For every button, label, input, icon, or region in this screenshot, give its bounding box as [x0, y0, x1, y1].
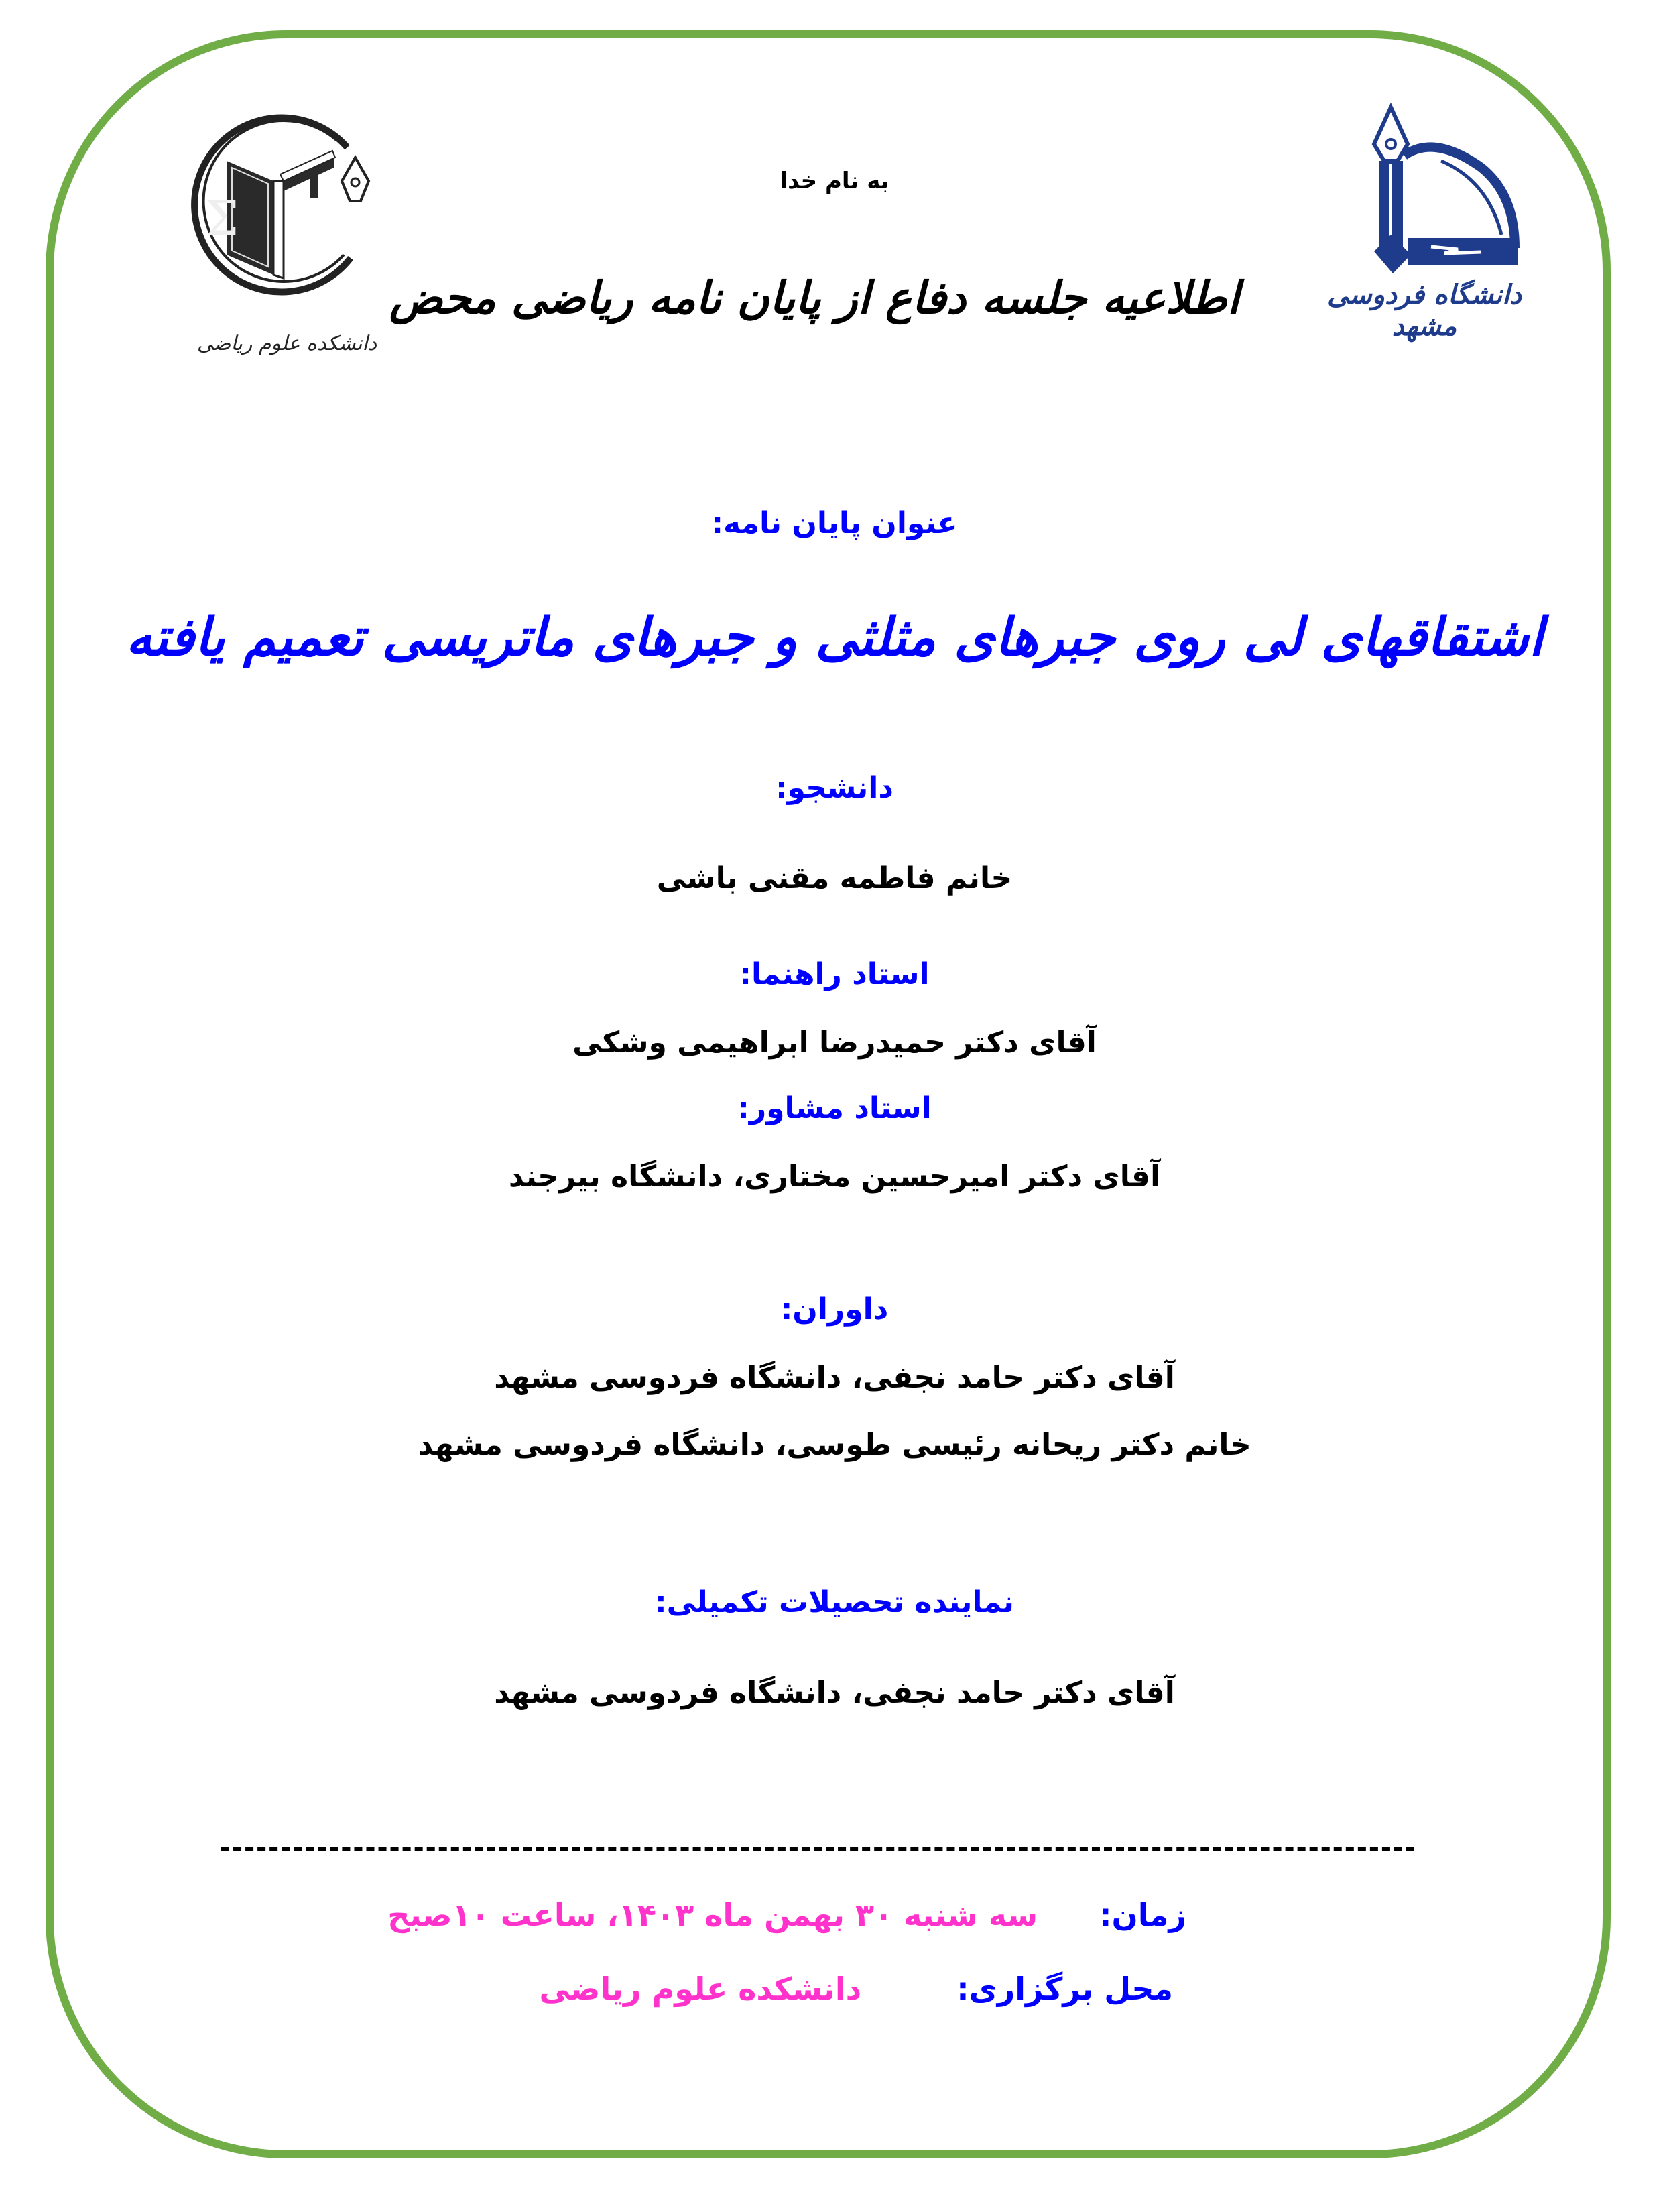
time-value: سه شنبه ۳۰ بهمن ماه ۱۴۰۳، ساعت ۱۰صبح: [387, 1897, 1038, 1933]
referee-2: خانم دکتر ریحانه رئیسی طوسی، دانشگاه فردوسی مشهد: [418, 1428, 1251, 1462]
advisor-name: آقای دکتر امیرحسین مختاری، دانشگاه بیرجند: [508, 1160, 1161, 1194]
student-label: دانشجو:: [776, 771, 893, 805]
place-label: محل برگزاری:: [956, 1971, 1173, 2007]
svg-text:Σ: Σ: [205, 191, 239, 246]
place-value: دانشکده علوم ریاضی: [539, 1971, 862, 2007]
ferdowsi-university-logo-icon: [1314, 94, 1535, 295]
referee-1: آقای دکتر حامد نجفی، دانشگاه فردوسی مشهد: [494, 1361, 1175, 1395]
time-row: [387, 1897, 1186, 1933]
faculty-logo-caption: دانشکده علوم ریاضی: [196, 332, 377, 355]
basmala: به نام خدا: [780, 168, 889, 194]
graduate-rep-name: آقای دکتر حامد نجفی، دانشگاه فردوسی مشهد: [494, 1676, 1175, 1710]
time-label: زمان:: [1099, 1897, 1186, 1933]
graduate-rep-label: نماینده تحصیلات تکمیلی:: [655, 1585, 1014, 1619]
student-name: خانم فاطمه مقنی باشی: [656, 861, 1013, 896]
advisor-label: استاد مشاور:: [737, 1091, 932, 1125]
referees-label: داوران:: [780, 1292, 889, 1327]
university-logo-caption: دانشگاه فردوسی مشهد: [1326, 279, 1522, 342]
supervisor-name: آقای دکتر حمیدرضا ابراهیمی وشکی: [572, 1026, 1097, 1060]
thesis-title: اشتقاقهای لی روی جبرهای مثلثی و جبرهای ماتریسی تعمیم یافته: [125, 607, 1544, 668]
thesis-label: عنوان پایان نامه:: [711, 506, 958, 540]
place-row: [539, 1971, 1173, 2007]
dashed-divider: [221, 1847, 1414, 1851]
supervisor-label: استاد راهنما:: [739, 957, 930, 991]
announcement-title: اطلاعیه جلسه دفاع از پایان نامه ریاضی محض: [389, 271, 1240, 324]
